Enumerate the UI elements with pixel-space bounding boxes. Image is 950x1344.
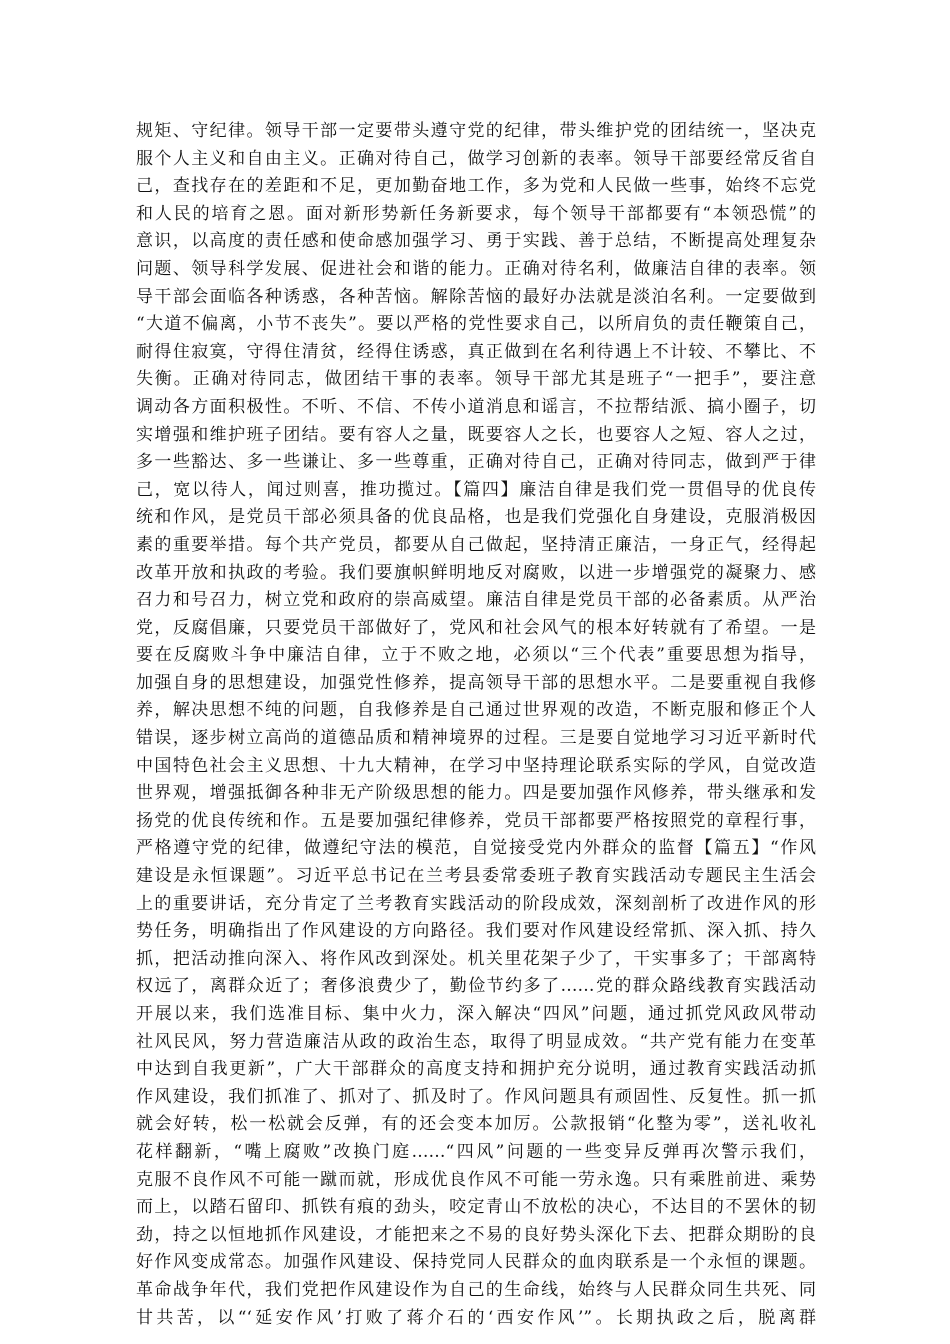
text-line: 改革开放和执政的考验。我们要旗帜鲜明地反对腐败，以进一步增强党的凝聚力、感 [136,562,816,583]
text-line: 而上，以踏石留印、抓铁有痕的劲头，咬定青山不放松的决心，不达目的不罢休的韧 [136,1197,816,1218]
text-line: 实增强和维护班子团结。要有容人之量，既要容人之长，也要容人之短、容人之过， [136,424,816,445]
text-line: 党，反腐倡廉，只要党员干部做好了，党风和社会风气的根本好转就有了希望。一是 [136,617,816,638]
text-line: 作风建设，我们抓准了、抓对了、抓及时了。作风问题具有顽固性、反复性。抓一抓 [136,1086,816,1107]
text-line: 社风民风，努力营造廉洁从政的政治生态，取得了明显成效。“共产党有能力在变革 [136,1031,816,1052]
text-line: 调动各方面积极性。不听、不信、不传小道消息和谣言，不拉帮结派、搞小圈子，切 [136,396,816,417]
text-line: 权远了，离群众近了；奢侈浪费少了，勤俭节约多了……党的群众路线教育实践活动 [136,976,816,997]
text-line: 中国特色社会主义思想、十九大精神，在学习中坚持理论联系实际的学风，自觉改造 [136,755,816,776]
text-line: 耐得住寂寞，守得住清贫，经得住诱惑，真正做到在名利待遇上不计较、不攀比、不 [136,341,816,362]
text-line: 错误，逐步树立高尚的道德品质和精神境界的过程。三是要自觉地学习习近平新时代 [136,728,816,749]
text-line: 要在反腐败斗争中廉洁自律，立于不败之地，必须以“三个代表”重要思想为指导， [136,645,816,666]
text-line: 多一些豁达、多一些谦让、多一些尊重，正确对待自己，正确对待同志，做到严于律 [136,452,816,473]
text-line: 己，宽以待人，闻过则喜，推功揽过。【篇四】廉洁自律是我们党一贯倡导的优良传 [136,479,816,500]
text-line: 开展以来，我们选准目标、集中火力，深入解决“四风”问题，通过抓党风政风带动 [136,1004,816,1024]
text-line: 好作风变成常态。加强作风建设、保持党同人民群众的血肉联系是一个永恒的课题。 [136,1252,816,1273]
text-line: 扬党的优良传统和作。五是要加强纪律修养，党员干部都要严格按照党的章程行事， [136,810,816,831]
text-line: 花样翻新，“嘴上腐败”改换门庭……“四风”问题的一些变异反弹再次警示我们， [136,1141,816,1162]
body-text [136,118,816,1332]
text-line: 严格遵守党的纪律，做遵纪守法的模范，自觉接受党内外群众的监督【篇五】“作风 [136,838,816,859]
text-line: 势任务，明确指出了作风建设的方向路径。我们要对作风建设经常抓、深入抓、持久 [136,921,816,942]
text-line: 就会好转，松一松就会反弹，有的还会变本加厉。公款报销“化整为零”，送礼收礼 [136,1114,816,1135]
text-line: 统和作风，是党员干部必须具备的优良品格，也是我们党强化自身建设，克服消极因 [136,507,816,528]
text-line: 和人民的培育之恩。面对新形势新任务新要求，每个领导干部都要有“本领恐慌”的 [136,203,816,224]
text-line: 上的重要讲话，充分肯定了兰考教育实践活动的阶段成效，深刻剖析了改进作风的形 [136,893,816,914]
text-line: 养，解决思想不纯的问题，自我修养是自己通过世界观的改造，不断克服和修正个人 [136,700,816,721]
text-line: 失衡。正确对待同志，做团结干事的表率。领导干部尤其是班子“一把手”，要注意 [136,369,816,390]
text-line: 中达到自我更新”，广大干部群众的高度支持和拥护充分说明，通过教育实践活动抓 [136,1059,816,1080]
text-line: 建设是永恒课题”。习近平总书记在兰考县委常委班子教育实践活动专题民主生活会 [136,866,816,887]
text-line: 甘共苦，以“‘延安作风’打败了蒋介石的‘西安作风’”。长期执政之后，脱离群 [136,1307,816,1328]
text-line: 抓，把活动推向深入、将作风改到深处。机关里花架子少了，干实事多了；干部离特 [136,948,816,969]
text-line: 素的重要举措。每个共产党员，都要从自己做起，坚持清正廉洁，一身正气，经得起 [136,534,816,555]
text-line: 世界观，增强抵御各种非无产阶级思想的能力。四是要加强作风修养，带头继承和发 [136,783,816,804]
text-line: 己，查找存在的差距和不足，更加勤奋地工作，多为党和人民做一些事，始终不忘党 [136,176,816,197]
text-line: “大道不偏离，小节不丧失”。要以严格的党性要求自己，以所肩负的责任鞭策自己， [136,314,816,335]
text-line: 劲，持之以恒地抓作风建设，才能把来之不易的良好势头深化下去、把群众期盼的良 [136,1224,816,1245]
text-line: 召力和号召力，树立党和政府的崇高威望。廉洁自律是党员干部的必备素质。从严治 [136,590,816,611]
text-line: 意识，以高度的责任感和使命感加强学习、勇于实践、善于总结，不断提高处理复杂 [136,231,816,252]
text-line: 克服不良作风不可能一蹴而就，形成优良作风不可能一劳永逸。只有乘胜前进、乘势 [136,1169,816,1190]
text-line: 问题、领导科学发展、促进社会和谐的能力。正确对待名利，做廉洁自律的表率。领 [136,258,816,279]
text-line: 革命战争年代，我们党把作风建设作为自己的生命线，始终与人民群众同生共死、同 [136,1279,816,1300]
text-line: 导干部会面临各种诱惑，各种苦恼。解除苦恼的最好办法就是淡泊名利。一定要做到 [136,286,816,307]
text-line: 加强自身的思想建设，加强党性修养，提高领导干部的思想水平。二是要重视自我修 [136,672,816,693]
text-line: 服个人主义和自由主义。正确对待自己，做学习创新的表率。领导干部要经常反省自 [136,148,816,169]
text-line: 规矩、守纪律。领导干部一定要带头遵守党的纪律，带头维护党的团结统一，坚决克 [136,121,816,141]
